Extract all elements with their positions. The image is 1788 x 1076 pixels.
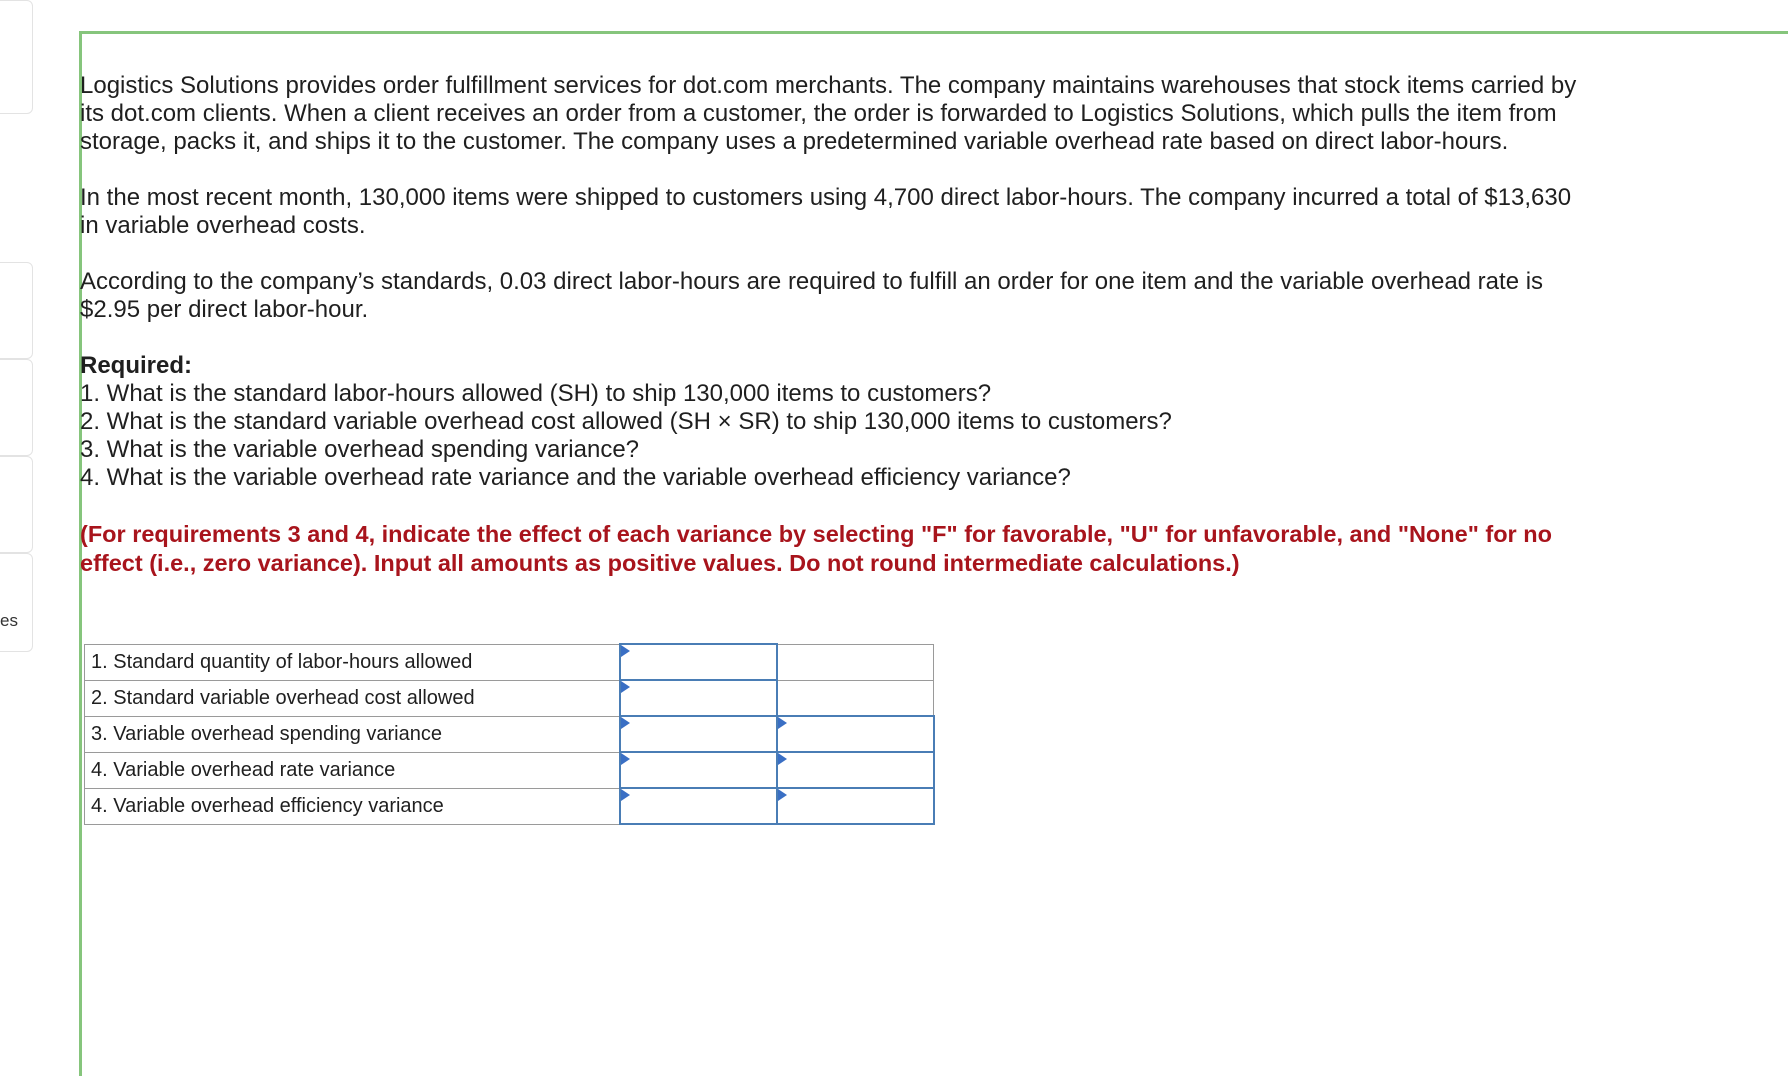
- input-marker-icon: [778, 717, 787, 729]
- row-label: 3. Variable overhead spending variance: [85, 716, 620, 752]
- problem-paragraph-2: In the most recent month, 130,000 items were shipped to customers using 4,700 direct labor-hours. The company incurred a total of $13,630 in variable overhead costs.: [80, 184, 1572, 239]
- amount-input[interactable]: [777, 752, 934, 788]
- empty-cell: [777, 680, 934, 716]
- requirements-list: [80, 380, 1580, 492]
- input-marker-icon: [621, 645, 630, 657]
- table-row: [85, 644, 934, 680]
- amount-input[interactable]: [777, 716, 934, 752]
- input-marker-icon: [621, 789, 630, 801]
- nav-card[interactable]: [0, 456, 33, 553]
- problem-paragraph-3: According to the company’s standards, 0.03 direct labor-hours are required to fulfill an order for one item and the variable overhead rate is $2.95 per direct labor-hour.: [80, 268, 1544, 323]
- instruction-text: (For requirements 3 and 4, indicate the effect of each variance by selecting "F" for favorable, "U" for unfavorable, and "None" for no effect (i.e., zero variance). Input all amounts as positive values. Do not round intermediate calculations.): [80, 521, 1552, 576]
- amount-input[interactable]: [777, 788, 934, 824]
- table-row: [85, 788, 934, 824]
- amount-input[interactable]: [620, 644, 777, 680]
- input-marker-icon: [778, 789, 787, 801]
- input-marker-icon: [621, 717, 630, 729]
- table-row: [85, 752, 934, 788]
- nav-card[interactable]: [0, 0, 33, 114]
- nav-card[interactable]: [0, 359, 33, 456]
- row-label: 4. Variable overhead rate variance: [85, 752, 620, 788]
- input-marker-icon: [621, 753, 630, 765]
- empty-cell: [777, 644, 934, 680]
- row-label: 4. Variable overhead efficiency variance: [85, 788, 620, 824]
- required-heading: Required:: [80, 352, 193, 379]
- answer-table: [84, 643, 935, 825]
- input-marker-icon: [621, 681, 630, 693]
- requirement-1: 1. What is the standard labor-hours allowed (SH) to ship 130,000 items to customers?: [80, 380, 992, 407]
- amount-input[interactable]: [620, 680, 777, 716]
- effect-select[interactable]: [620, 752, 777, 788]
- row-label: 2. Standard variable overhead cost allowed: [85, 680, 620, 716]
- requirement-2: 2. What is the standard variable overhead cost allowed (SH × SR) to ship 130,000 items to customers?: [80, 408, 1172, 435]
- table-row: [85, 716, 934, 752]
- table-row: [85, 680, 934, 716]
- input-marker-icon: [778, 753, 787, 765]
- requirement-3: 3. What is the variable overhead spending variance?: [80, 436, 640, 463]
- effect-select[interactable]: [620, 788, 777, 824]
- row-label: 1. Standard quantity of labor-hours allowed: [85, 644, 620, 680]
- effect-select[interactable]: [620, 716, 777, 752]
- nav-card[interactable]: [0, 262, 33, 359]
- problem-paragraph-1: Logistics Solutions provides order fulfillment services for dot.com merchants. The company maintains warehouses that stock items carried by its dot.com clients. When a client receives an order from a customer, the order is forwarded to Logistics Solutions, which pulls the item from storage, packs it, and ships it to the customer. The company uses a predetermined variable overhead rate based on direct labor-hours.: [80, 72, 1577, 155]
- question-content: [80, 72, 1580, 578]
- requirement-4: 4. What is the variable overhead rate variance and the variable overhead efficiency variance?: [80, 464, 1071, 491]
- nav-partial-label: es: [0, 611, 18, 630]
- nav-card[interactable]: [0, 553, 33, 652]
